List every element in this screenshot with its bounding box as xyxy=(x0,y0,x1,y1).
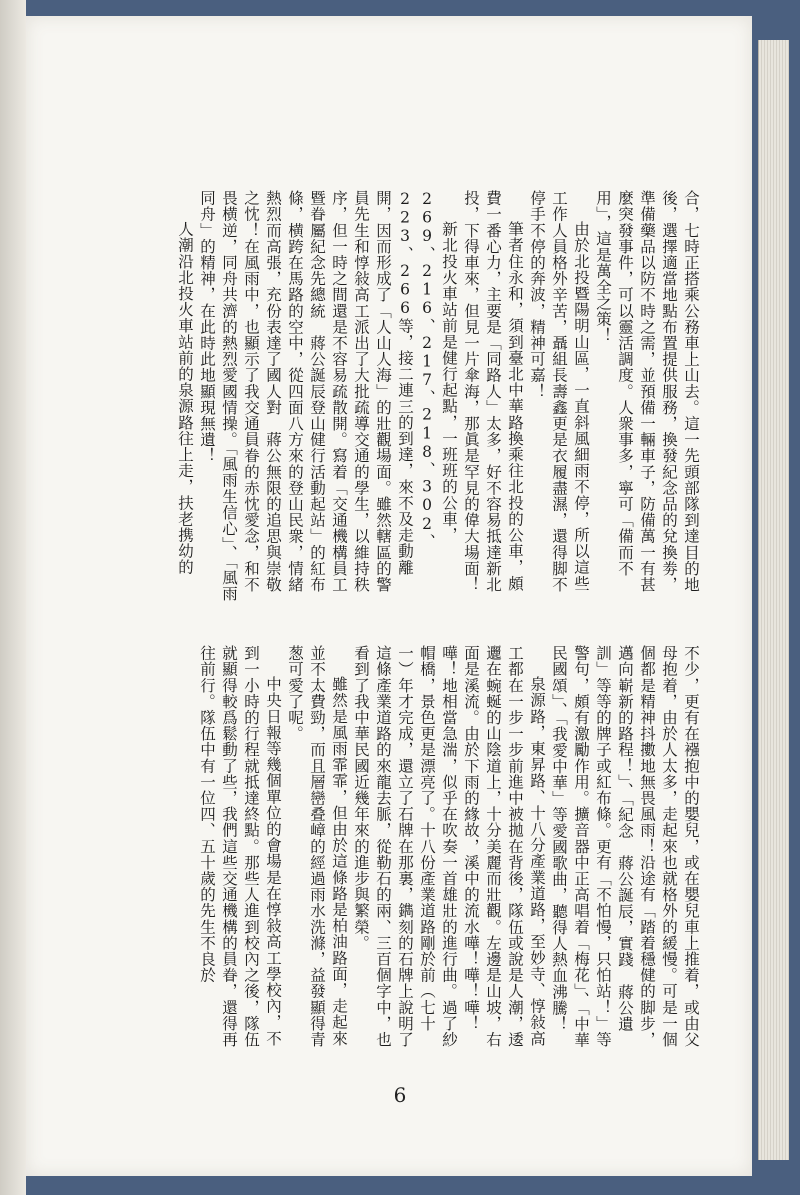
page-number: 6 xyxy=(393,1083,407,1107)
text-block-bottom xyxy=(92,645,702,1050)
paragraph: 由於北投暨陽明山區，一直斜風細雨不停，所以這些工作人員格外辛苦，聶組長壽鑫更是衣履盡濕，還得脚不停手不停的奔波，精神可嘉！ xyxy=(528,190,590,593)
book-cover-bottom xyxy=(26,1176,752,1195)
paragraph: 新北投火車站前是健行起點，一班班的公車，269、216、217、218、302、223、266等，接二連三的到達，來不及走動離開，因而形成了「人山人海」的壯觀場面。雖然轄區的警員先生和惇敍高工派出了大批疏導交通的學生，以維持秩序，但一時之間還是不容易疏散開。寫着「交通機構員工暨眷屬紀念先總統 蔣公誕辰登山健行活動起站」的紅布條，横跨在馬路的空中，從四面八方來的登山民衆，情緒熱烈而高張，充份表達了國人對 蔣公無限的追思與崇敬之忱！在風雨中，也顯示了我交通員眷的赤忱愛念，和不畏横逆，同舟共濟的熱烈愛國情操。「風雨生信心」、「風雨同舟」的精神，在此時此地顯現無遺！ xyxy=(198,190,458,602)
paragraph: 人潮沿北投火車站前的泉源路往上走，扶老携幼的 xyxy=(176,221,194,576)
paragraph: 雖然是風雨霏霏，但由於這條路是柏油路面，走起來並不太費勁，而且層巒叠嶂的經過雨水洗滌，益發顯得青葱可愛了呢。 xyxy=(286,645,348,1048)
book-gutter xyxy=(0,0,26,1195)
book-spine xyxy=(752,0,800,1195)
paragraph: 合，七時正搭乘公務車上山去。這一先頭部隊到達目的地後，選擇適當地點布置提供服務，換發紀念品的兌換劵，準備藥品以防不時之需，並預備一輛車子，防備萬一有甚麼突發事件，可以靈活調度。人衆事多，寧可「備而不用」，這是萬全之策！ xyxy=(594,190,700,593)
book-cover-top xyxy=(26,0,752,16)
paragraph: 中央日報等幾個單位的會場是在惇敍高工學校內，不到一小時的行程就抵達終點。那些人進到校內之後，隊伍就顯得較爲鬆動了些，我們這些交通機構的員眷，還得再往前行。隊伍中有一位四、五十歲的先生不良於 xyxy=(198,645,282,1048)
paragraph: 筆者住永和，須到臺北中華路換乘往北投的公車，頗費一番心力，主要是「同路人」太多，好不容易抵達新北投，下得車來，但見一片傘海，那眞是罕見的偉大場面！ xyxy=(462,190,524,593)
paragraph: 不少，更有在襁抱中的嬰兒，或在嬰兒車上推着，或由父母抱着，由於人太多，走起來也就格外的緩慢。可是一個個都是精神抖擻地無畏風雨！沿途有「踏着穩健的脚步，邁向嶄新的路程！」、「紀念 蔣公誕辰，實踐 蔣公遺訓」等等的牌子或紅布條。更有「不怕慢，只怕站！」等警句，頗有激勵作用。擴音器中正高唱着「梅花」、「中華民國頌」、「我愛中華」等愛國歌曲，聽得人熱血沸騰！ xyxy=(550,645,700,1049)
page-edges xyxy=(758,40,789,1160)
text-block-top xyxy=(92,190,702,605)
paragraph: 泉源路，東昇路、十八分產業道路，至妙寺、惇敍高工都在一步一步前進中被拋在背後，隊伍或說是人潮，逶邐在蜿蜒的山陰道上，十分美麗而壯觀。左邊是山坡，右面是溪流。由於下雨的緣故，溪中的流水嘩！嘩！嘩！嘩！地相當急湍，似乎在吹奏一首雄壯的進行曲。過了紗帽橋，景色更是漂亮了。十八份產業道路剛於前（七十一）年才完成，還立了石牌在那裏，鐫刻的石牌上說明了這條產業道路的來龍去脈，從勒石的兩、三百個字中，也看到了我中華民國近幾年來的進步與繁榮。 xyxy=(352,645,546,1048)
